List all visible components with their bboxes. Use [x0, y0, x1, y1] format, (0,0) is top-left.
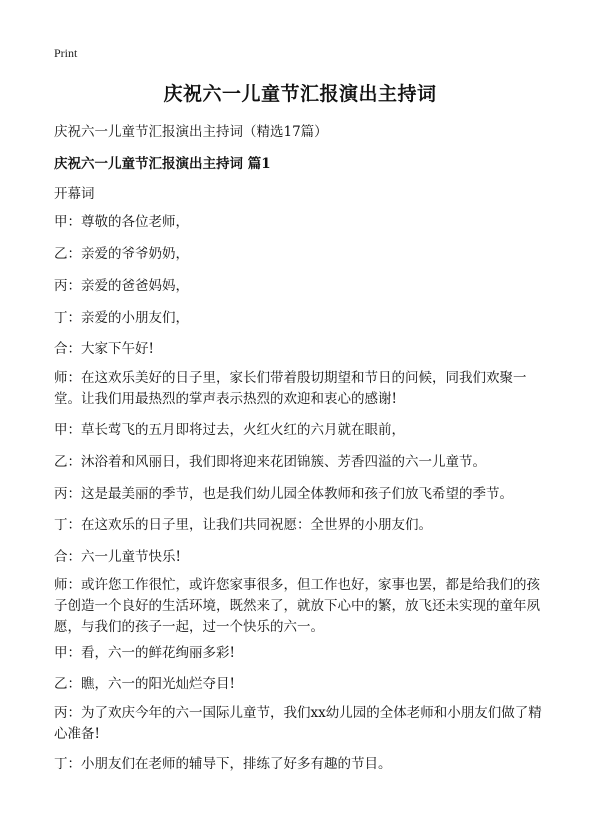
paragraph-line: 甲：草长莺飞的五月即将过去，火红火红的六月就在眼前，: [54, 422, 405, 438]
paragraph-line: 丁：小朋友们在老师的辅导下，排练了好多有趣的节目。: [54, 756, 392, 772]
paragraph-line: 甲：尊敬的各位老师，: [54, 214, 189, 230]
paragraph-line: 丁：在这欢乐的日子里，让我们共同祝愿：全世界的小朋友们。: [54, 517, 432, 533]
paragraph-line: 合：大家下午好!: [54, 341, 154, 357]
paragraph-line: 丙：这是最美丽的季节，也是我们幼儿园全体教师和孩子们放飞希望的季节。: [54, 486, 513, 502]
paragraph-line: 合：六一儿童节快乐!: [54, 549, 181, 565]
print-link[interactable]: Print: [54, 46, 78, 60]
paragraph-line: 丙：为了欢庆今年的六一国际儿童节，我们xx幼儿园的全体老师和小朋友们做了精心准备!: [54, 705, 542, 742]
paragraph-line: 师：或许您工作很忙，或许您家事很多，但工作也好，家事也罢，都是给我们的孩子创造一个良好的生活环境，既然来了，就放下心中的繁，放飞还未实现的童年夙愿，与我们的孩子一起，过一个快乐的六一。: [54, 577, 540, 635]
paragraph-line: 乙：瞧，六一的阳光灿烂夺目!: [54, 676, 235, 692]
document-subtitle: 庆祝六一儿童节汇报演出主持词（精选17篇）: [54, 124, 328, 140]
document-title: 庆祝六一儿童节汇报演出主持词: [163, 83, 437, 105]
section-heading: 庆祝六一儿童节汇报演出主持词 篇1: [54, 156, 271, 172]
paragraph-line: 师：在这欢乐美好的日子里，家长们带着殷切期望和节日的问候，同我们欢聚一堂。让我们用最热烈的掌声表示热烈的欢迎和衷心的感谢!: [54, 370, 527, 407]
paragraph-line: 丁：亲爱的小朋友们，: [54, 310, 189, 326]
paragraph-opening: 开幕词: [54, 186, 95, 202]
paragraph-line: 乙：亲爱的爷爷奶奶，: [54, 246, 189, 262]
paragraph-line: 甲：看，六一的鲜花绚丽多彩!: [54, 645, 235, 661]
paragraph-line: 乙：沐浴着和风丽日，我们即将迎来花团锦簇、芳香四溢的六一儿童节。: [54, 454, 486, 470]
paragraph-line: 丙：亲爱的爸爸妈妈，: [54, 278, 189, 294]
